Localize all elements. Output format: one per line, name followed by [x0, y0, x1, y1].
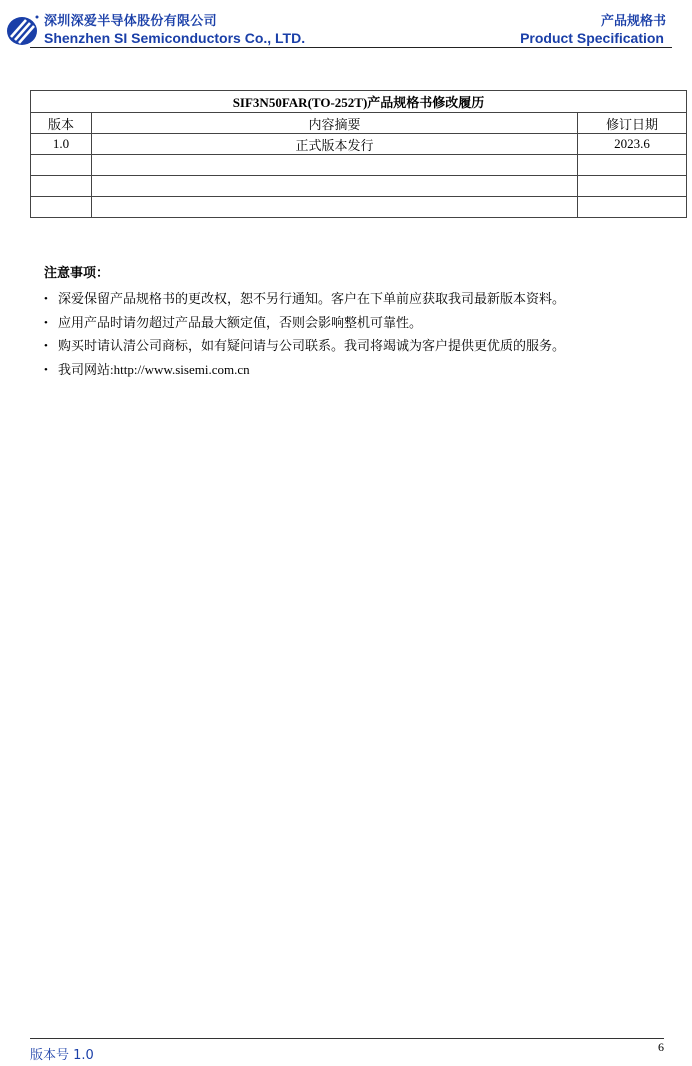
header-divider [30, 47, 672, 48]
cell-version [31, 197, 92, 218]
note-item: • 应用产品时请勿超过产品最大额定值，否则会影响整机可靠性。 [44, 313, 565, 337]
cell-date [578, 176, 687, 197]
cell-summary [92, 197, 578, 218]
note-item: • 购买时请认清公司商标，如有疑问请与公司联系。我司将竭诚为客户提供更优质的服务。 [44, 336, 565, 360]
table-row [31, 155, 687, 176]
page-header [0, 0, 692, 50]
company-name-en: Shenzhen SI Semiconductors Co., LTD. [44, 30, 306, 46]
cell-summary: 正式版本发行 [92, 134, 578, 155]
cell-date: 2023.6 [578, 134, 687, 155]
footer-divider [30, 1038, 664, 1039]
cell-summary [92, 176, 578, 197]
cell-summary [92, 155, 578, 176]
company-name-cn: 深圳深爱半导体股份有限公司 [44, 14, 217, 29]
footer-version: 版本号 1.0 [30, 1048, 94, 1063]
revision-history-table [30, 90, 687, 218]
column-header-version: 版本 [31, 113, 92, 134]
notes-section [44, 262, 565, 383]
column-header-summary: 内容摘要 [92, 113, 578, 134]
table-title-row [31, 91, 687, 113]
cell-date [578, 155, 687, 176]
table-title: SIF3N50FAR(TO-252T)产品规格书修改履历 [31, 91, 687, 113]
cell-date [578, 197, 687, 218]
table-row [31, 197, 687, 218]
doc-type-en: Product Specification [520, 30, 664, 46]
table-row [31, 134, 687, 155]
table-header-row [31, 113, 687, 134]
cell-version [31, 176, 92, 197]
table-row [31, 176, 687, 197]
si-semiconductors-logo-icon [4, 13, 40, 47]
column-header-date: 修订日期 [578, 113, 687, 134]
page-number: 6 [658, 1040, 664, 1054]
cell-version [31, 155, 92, 176]
doc-type-cn: 产品规格书 [600, 14, 666, 29]
note-item-website: • 我司网站:http://www.sisemi.com.cn [44, 360, 565, 384]
cell-version: 1.0 [31, 134, 92, 155]
note-item: • 深爱保留产品规格书的更改权，恕不另行通知。客户在下单前应获取我司最新版本资料。 [44, 289, 565, 313]
notes-title: 注意事项： [44, 266, 110, 281]
